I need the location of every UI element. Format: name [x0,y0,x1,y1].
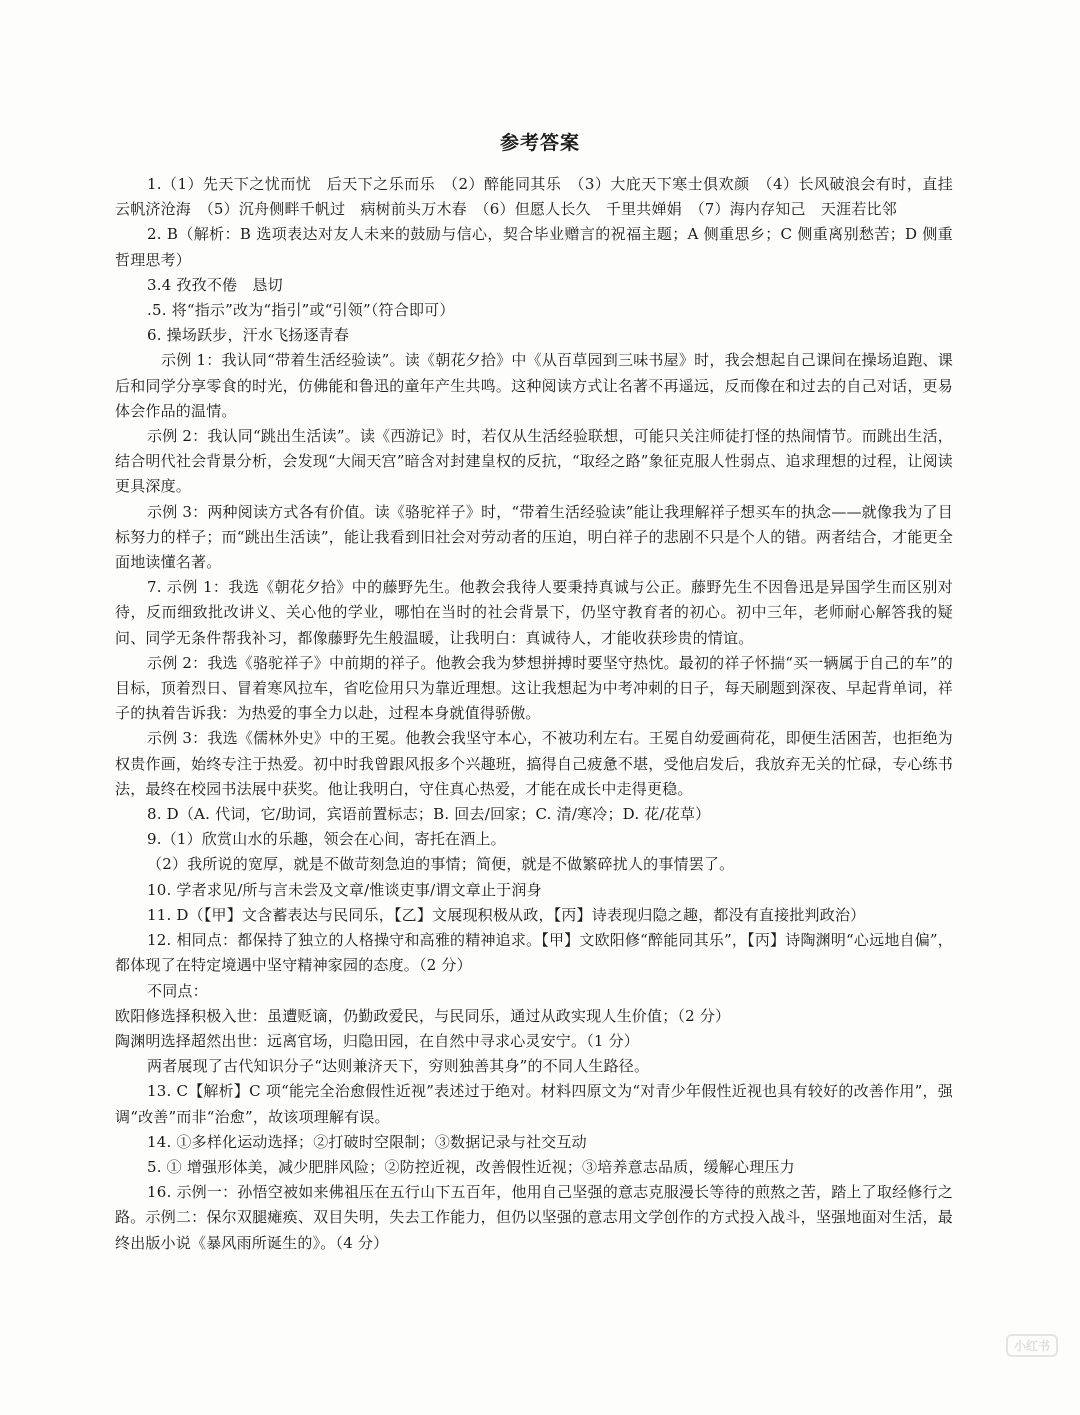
answer-paragraph: 16. 示例一：孙悟空被如来佛祖压在五行山下五百年，他用自己坚强的意志克服漫长等待的煎熬之苦，踏上了取经修行之路。示例二：保尔双腿瘫痪、双目失明，失去工作能力，但仍以坚强的意志用文学创作的方式投入战斗，坚强地面对生活，最终出版小说《暴风雨所诞生的》。（4 分） [115,1183,953,1252]
answer-paragraph: 9.（1）欣赏山水的乐趣，领会在心间，寄托在酒上。 [147,830,506,849]
watermark-logo-icon: 小红书 [1006,1334,1058,1357]
answer-paragraph: .5. 将“指示”改为“指引”或“引领”（符合即可） [147,301,455,320]
watermark [1006,1334,1058,1357]
answer-content [115,172,953,1256]
answer-paragraph: 欧阳修选择积极入世：虽遭贬谪，仍勤政爱民，与民同乐，通过从政实现人生价值；（2 分） [115,1006,731,1025]
answer-paragraph: 示例 3：两种阅读方式各有价值。读《骆驼祥子》时，“带着生活经验读”能让我理解祥子想买车的执念——就像我为了目标努力的样子；而“跳出生活读”，能让我看到旧社会对劳动者的压迫，明白祥子的悲剧不只是个人的错。两者结合，才能更全面地读懂名著。 [115,502,953,572]
page-title: 参考答案 [499,132,580,154]
answer-paragraph: 14. ①多样化运动选择；②打破时空限制；③数据记录与社交互动 [147,1132,587,1151]
answer-paragraph: 3.4 孜孜不倦 恳切 [147,275,283,294]
answer-paragraph: 示例 3：我选《儒林外史》中的王冕。他教会我坚守本心，不被功利左右。王冕自幼爱画荷花，即便生活困苦，也拒绝为权贵作画，始终专注于热爱。初中时我曾跟风报多个兴趣班，搞得自己疲惫不堪，受他启发后，我放弃无关的忙碌，专心练书法，最终在校园书法展中获奖。他让我明白，守住真心热爱，才能在成长中走得更稳。 [115,729,953,798]
answer-paragraph: 不同点： [147,981,208,1000]
answer-paragraph: 8. D（A. 代词，它/助词，宾语前置标志；B. 回去/回家；C. 清/寒冷；D. 花/花草） [147,805,711,824]
answer-paragraph: 5. ① 增强形体美，减少肥胖风险；②防控近视，改善假性近视；③培养意志品质，缓解心理压力 [147,1157,795,1176]
answer-paragraph: 12. 相同点：都保持了独立的人格操守和高雅的精神追求。【甲】文欧阳修“醉能同其乐”，【丙】诗陶渊明“心远地自偏”，都体现了在特定境遇中坚守精神家园的态度。（2 分） [115,931,953,975]
answer-paragraph: 示例 2：我认同“跳出生活读”。读《西游记》时，若仅从生活经验联想，可能只关注师徒打怪的热闹情节。而跳出生活，结合明代社会背景分析，会发现“大闹天宫”暗含对封建皇权的反抗，“取经之路”象征克服人性弱点、追求理想的过程，让阅读更具深度。 [115,427,953,496]
answer-paragraph: 11. D（【甲】文含蓄表达与民同乐，【乙】文展现积极从政，【丙】诗表现归隐之趣，都没有直接批判政治） [147,905,866,924]
answer-paragraph: 陶渊明选择超然出世：远离官场，归隐田园，在自然中寻求心灵安宁。（1 分） [115,1031,640,1050]
answer-paragraph: （2）我所说的宽厚，就是不做苛刻急迫的事情；简便，就是不做繁碎扰人的事情罢了。 [147,855,735,874]
answer-paragraph: 13. C【解析】C 项“能完全治愈假性近视”表述过于绝对。材料四原文为“对青少年假性近视也具有较好的改善作用”，强调“改善”而非“治愈”，故该项理解有误。 [115,1082,953,1126]
answer-paragraph: 7. 示例 1：我选《朝花夕拾》中的藤野先生。他教会我待人要秉持真诚与公正。藤野先生不因鲁迅是异国学生而区别对待，反而细致批改讲义、关心他的学业，哪怕在当时的社会背景下，仍坚守教育者的初心。初中三年，老师耐心解答我的疑问、同学无条件帮我补习，都像藤野先生般温暖，让我明白：真诚待人，才能收获珍贵的情谊。 [115,578,953,647]
answer-paragraph: 示例 2：我选《骆驼祥子》中前期的祥子。他教会我为梦想拼搏时要坚守热忱。最初的祥子怀揣“买一辆属于自己的车”的目标，顶着烈日、冒着寒风拉车，省吃俭用只为靠近理想。这让我想起为中考冲刺的日子，每天刷题到深夜、早起背单词，祥子的执着告诉我：为热爱的事全力以赴，过程本身就值得骄傲。 [115,653,953,723]
answer-paragraph: 1.（1）先天下之忧而忧 后天下之乐而乐 （2）醉能同其乐 （3）大庇天下寒士俱欢颜 （4）长风破浪会有时，直挂云帆济沧海 （5）沉舟侧畔千帆过 病树前头万木春 （6）但愿人长久 千里共婵娟 （7）海内存知己 天涯若比邻 [115,175,953,219]
answer-paragraph: 2. B（解析：B 选项表达对友人未来的鼓励与信心，契合毕业赠言的祝福主题；A 侧重思乡；C 侧重离别愁苦；D 侧重哲理思考） [115,225,953,269]
answer-paragraph: 10. 学者求见/所与言未尝及文章/惟谈吏事/谓文章止于润身 [147,880,542,899]
answer-paragraph: 两者展现了古代知识分子“达则兼济天下，穷则独善其身”的不同人生路径。 [147,1057,650,1076]
answer-paragraph: 示例 1：我认同“带着生活经验读”。读《朝花夕拾》中《从百草园到三味书屋》时，我会想起自己课间在操场追跑、课后和同学分享零食的时光，仿佛能和鲁迅的童年产生共鸣。这种阅读方式让名著不再遥远，反而像在和过去的自己对话，更易体会作品的温情。 [115,351,953,420]
answer-paragraph: 6. 操场跃步，汗水飞扬逐青春 [147,326,350,345]
